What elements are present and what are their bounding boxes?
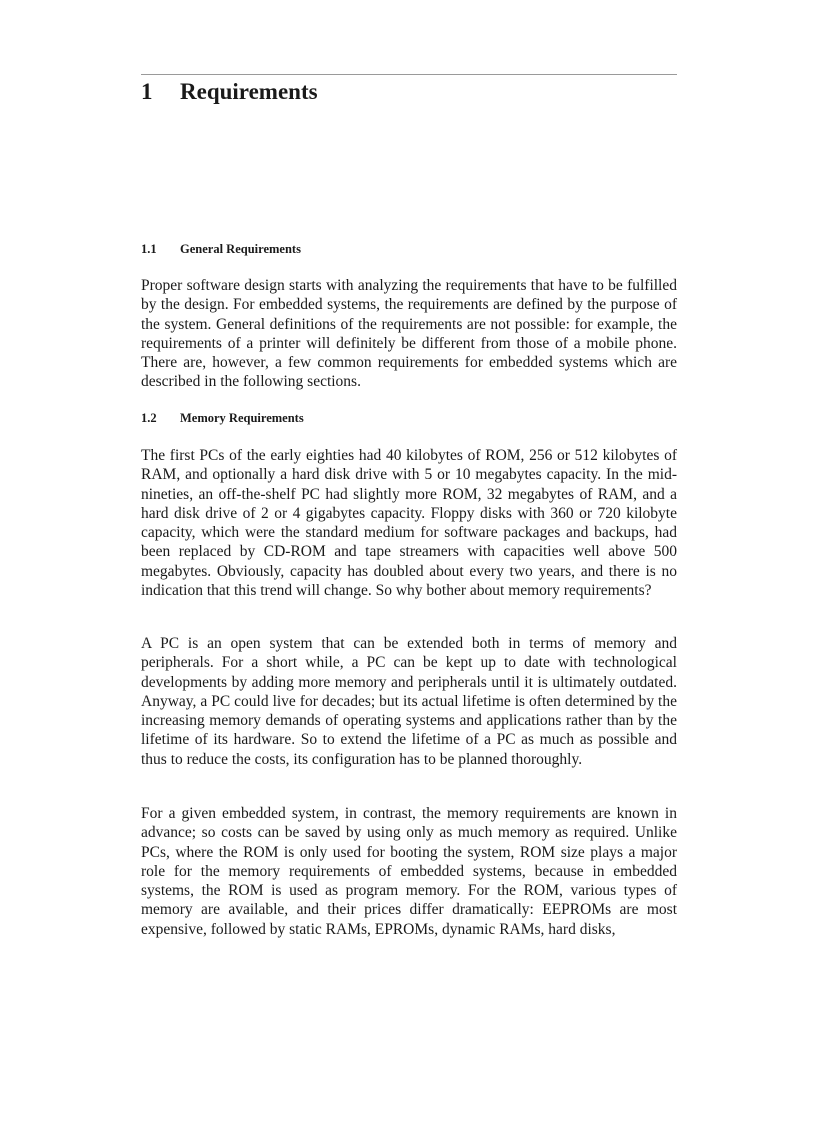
- section-title: General Requirements: [180, 242, 301, 256]
- paragraph-pc-open-system: A PC is an open system that can be extended both in terms of memory and peripherals. For a short while, a PC can be kept up to date with technological developments by adding more memory and peripherals until it is ultimately outdated. Anyway, a PC could live for decades; but its actual lifetime is often determined by the increasing memory demands of operating systems and applications rather than by the lifetime of its hardware. So to extend the lifetime of a PC as much as possible and thus to reduce the costs, its configuration has to be planned thoroughly.: [141, 635, 677, 768]
- paragraph-general-requirements: Proper software design starts with analyzing the requirements that have to be fulfilled by the design. For embedded systems, the requirements are defined by the purpose of the system. General definitions of the requirements are not possible: for example, the requirements of a printer will definitely be different from those of a mobile phone. There are, however, a few common requirements for embedded systems which are described in the following sections.: [141, 277, 677, 391]
- chapter-rule: [141, 74, 677, 75]
- paragraph-memory-history: The first PCs of the early eighties had 40 kilobytes of ROM, 256 or 512 kilobytes of RAM, and optionally a hard disk drive with 5 or 10 megabytes capacity. In the mid-nineties, an off-the-shelf PC had slightly more ROM, 32 megabytes of RAM, and a hard disk drive of 2 or 4 gigabytes capacity. Floppy disks with 360 or 720 kilobyte capacity, which were the standard medium for software packages and backups, had been replaced by CD-ROM and tape streamers with capacities well above 500 megabytes. Obviously, capacity has doubled about every two years, and there is no indication that this trend will change. So why bother about memory requirements?: [141, 447, 677, 600]
- section-number: 1.2: [141, 411, 157, 425]
- section-number: 1.1: [141, 242, 157, 256]
- section-title: Memory Requirements: [180, 411, 304, 425]
- chapter-title: Requirements: [180, 79, 318, 104]
- section-heading-memory: [141, 410, 304, 426]
- section-heading-general: [141, 241, 301, 257]
- paragraph-embedded-memory: For a given embedded system, in contrast, the memory requirements are known in advance; so costs can be saved by using only as much memory as required. Unlike PCs, where the ROM is only used for booting the system, ROM size plays a major role for the memory requirements of embedded systems, because in embedded systems, the ROM is used as program memory. For the ROM, various types of memory are available, and their prices differ dramatically: EEPROMs are most expensive, followed by static RAMs, EPROMs, dynamic RAMs, hard disks,: [141, 805, 677, 938]
- chapter-number: 1: [141, 79, 153, 104]
- chapter-heading: [141, 77, 318, 107]
